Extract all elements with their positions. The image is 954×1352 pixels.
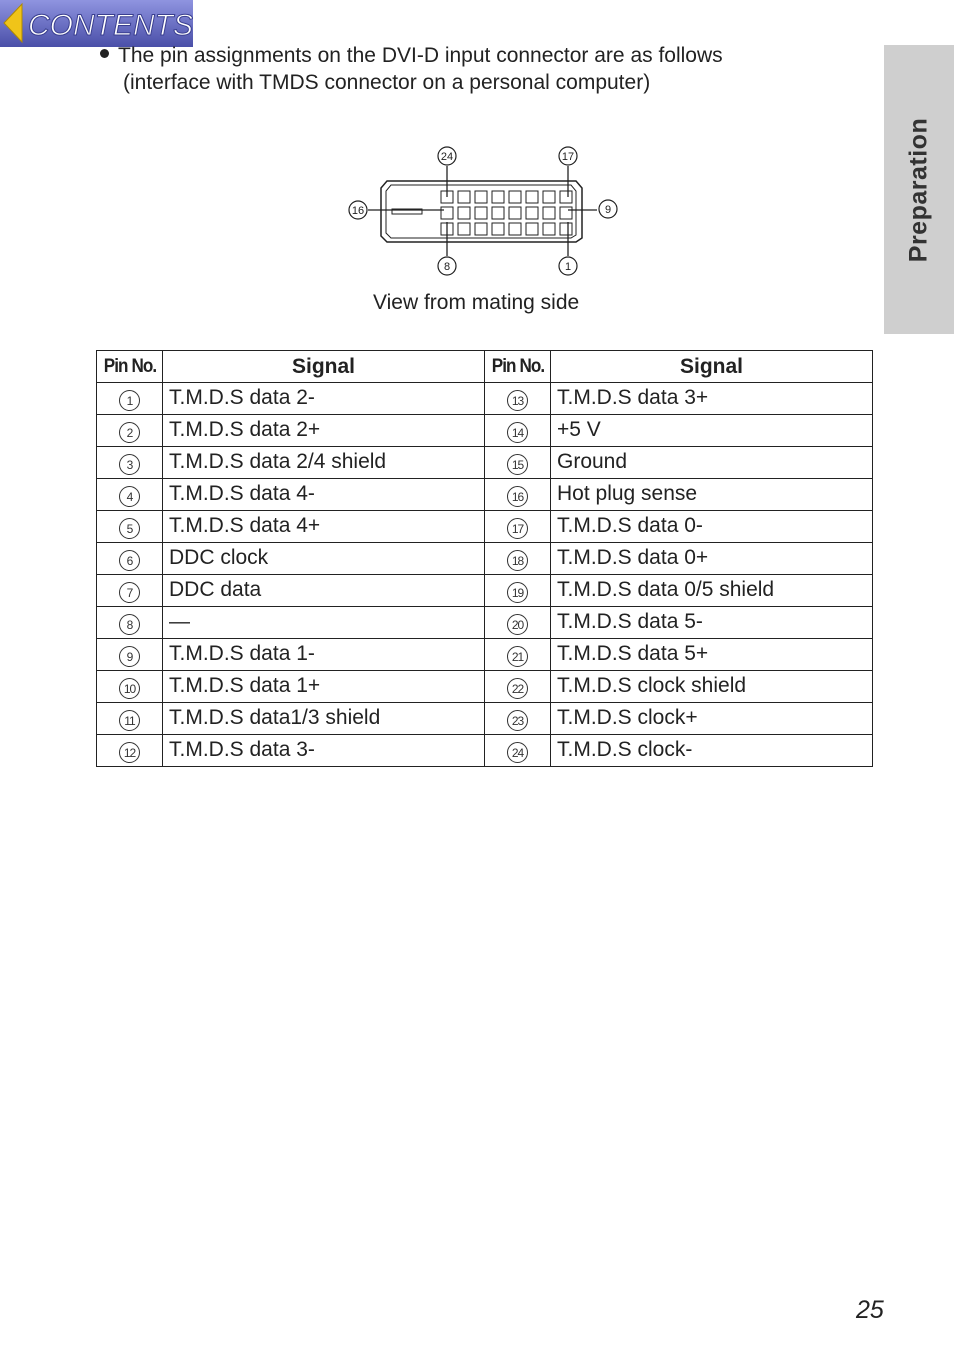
signal-cell: Ground — [551, 447, 873, 479]
signal-cell: DDC data — [163, 575, 485, 607]
table-header-row — [97, 351, 873, 383]
pin-assignment-table — [96, 350, 873, 767]
connector-pin — [492, 207, 504, 219]
contents-label: CONTENTS — [28, 9, 193, 42]
section-side-tab-label: Preparation — [904, 117, 933, 262]
pin-number: 17 — [507, 518, 528, 539]
header-pin-no-right: Pin No. — [488, 351, 547, 383]
connector-pin — [509, 223, 521, 235]
connector-pin — [543, 191, 555, 203]
table-row — [97, 575, 873, 607]
connector-pin — [560, 223, 572, 235]
table-row — [97, 607, 873, 639]
diagram-label-pin-24: 24 — [440, 151, 454, 163]
connector-pin — [560, 207, 572, 219]
pin-number: 4 — [119, 486, 140, 507]
table-row — [97, 383, 873, 415]
pin-number: 18 — [507, 550, 528, 571]
signal-cell: T.M.D.S data 1- — [163, 639, 485, 671]
signal-cell: +5 V — [551, 415, 873, 447]
pin-number: 3 — [119, 454, 140, 475]
connector-pin — [526, 207, 538, 219]
table-row — [97, 703, 873, 735]
header-pin-no-left: Pin No. — [100, 351, 159, 383]
table-row — [97, 479, 873, 511]
header-signal-left: Signal — [163, 351, 485, 383]
contents-button-graphic — [0, 0, 193, 47]
signal-cell: T.M.D.S data 0/5 shield — [551, 575, 873, 607]
connector-pin — [475, 207, 487, 219]
intro-text — [100, 42, 723, 96]
intro-line-2: (interface with TMDS connector on a personal computer) — [123, 71, 651, 94]
pin-number: 8 — [119, 614, 140, 635]
pin-number: 13 — [507, 390, 528, 411]
signal-cell: T.M.D.S data 3- — [163, 735, 485, 767]
signal-cell: T.M.D.S data 3+ — [551, 383, 873, 415]
pin-number: 5 — [119, 518, 140, 539]
connector-pin — [509, 207, 521, 219]
pin-number: 11 — [119, 710, 140, 731]
pin-number: 7 — [119, 582, 140, 603]
table-row — [97, 511, 873, 543]
connector-pin — [509, 191, 521, 203]
pin-number: 14 — [507, 422, 528, 443]
pin-number: 19 — [507, 582, 528, 603]
header-signal-right: Signal — [551, 351, 873, 383]
pin-number: 12 — [119, 742, 140, 763]
table-row — [97, 447, 873, 479]
signal-cell: — — [163, 607, 485, 639]
pin-number: 21 — [507, 646, 528, 667]
diagram-caption: View from mating side — [373, 291, 580, 314]
signal-cell: T.M.D.S data 1+ — [163, 671, 485, 703]
pin-number: 9 — [119, 646, 140, 667]
pin-number: 22 — [507, 678, 528, 699]
signal-cell: T.M.D.S data 4+ — [163, 511, 485, 543]
signal-cell: T.M.D.S data 0+ — [551, 543, 873, 575]
connector-pin — [458, 207, 470, 219]
diagram-label-pin-8: 8 — [443, 261, 451, 273]
diagram-label-pin-17: 17 — [561, 151, 575, 163]
section-side-tab — [884, 45, 954, 334]
pin-number: 23 — [507, 710, 528, 731]
signal-cell: T.M.D.S data 2- — [163, 383, 485, 415]
pin-number: 1 — [119, 390, 140, 411]
pin-number: 10 — [119, 678, 140, 699]
connector-pin — [492, 223, 504, 235]
connector-pin — [458, 223, 470, 235]
diagram-label-pin-1: 1 — [564, 261, 572, 273]
signal-cell: Hot plug sense — [551, 479, 873, 511]
connector-pin — [475, 223, 487, 235]
signal-cell: T.M.D.S data 5- — [551, 607, 873, 639]
table-row — [97, 543, 873, 575]
pin-number: 16 — [507, 486, 528, 507]
diagram-label-pin-16: 16 — [351, 205, 365, 217]
connector-pin — [441, 207, 453, 219]
connector-pin — [560, 191, 572, 203]
connector-pin — [543, 207, 555, 219]
page-number: 25 — [856, 1296, 884, 1324]
bullet-icon — [100, 49, 109, 58]
signal-cell: T.M.D.S data 2+ — [163, 415, 485, 447]
pin-number: 15 — [507, 454, 528, 475]
connector-pin — [526, 191, 538, 203]
pin-number: 2 — [119, 422, 140, 443]
connector-pin — [458, 191, 470, 203]
table-row — [97, 735, 873, 767]
connector-pin — [475, 191, 487, 203]
pin-number: 20 — [507, 614, 528, 635]
signal-cell: T.M.D.S clock shield — [551, 671, 873, 703]
signal-cell: T.M.D.S data 4- — [163, 479, 485, 511]
diagram-label-pin-9: 9 — [604, 204, 612, 216]
table-row — [97, 671, 873, 703]
contents-button[interactable] — [0, 0, 193, 47]
table-row — [97, 639, 873, 671]
signal-cell: T.M.D.S data1/3 shield — [163, 703, 485, 735]
signal-cell: T.M.D.S data 2/4 shield — [163, 447, 485, 479]
pin-number: 24 — [507, 742, 528, 763]
signal-cell: T.M.D.S data 0- — [551, 511, 873, 543]
connector-pin — [526, 223, 538, 235]
table-row — [97, 415, 873, 447]
intro-line-1: The pin assignments on the DVI-D input connector are as follows — [118, 44, 723, 67]
connector-pin — [492, 191, 504, 203]
dvi-connector-diagram — [340, 140, 630, 280]
signal-cell: T.M.D.S clock- — [551, 735, 873, 767]
signal-cell: DDC clock — [163, 543, 485, 575]
signal-cell: T.M.D.S clock+ — [551, 703, 873, 735]
pin-number: 6 — [119, 550, 140, 571]
signal-cell: T.M.D.S data 5+ — [551, 639, 873, 671]
connector-pin — [543, 223, 555, 235]
